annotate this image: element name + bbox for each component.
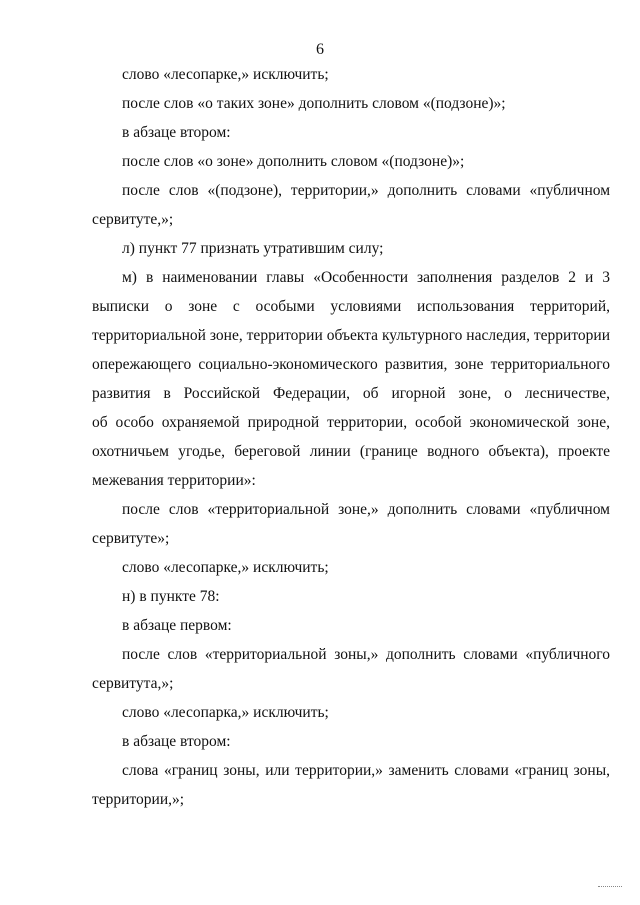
text-line: об особо охраняемой природной территории, особой экономической зоне, bbox=[92, 414, 610, 431]
text-line: после слов «(подзоне), территории,» дополнить словами «публичном bbox=[122, 182, 610, 199]
text-line: сервитуте,»; bbox=[92, 211, 174, 228]
scan-artifact bbox=[598, 884, 622, 887]
page-number: 6 bbox=[316, 41, 324, 58]
text-line: н) в пункте 78: bbox=[122, 588, 220, 605]
text-line: сервитуте»; bbox=[92, 530, 170, 547]
text-line: л) пункт 77 признать утратившим силу; bbox=[122, 240, 384, 257]
text-line: выписки о зоне с особыми условиями использования территорий, bbox=[92, 298, 610, 315]
text-line: слово «лесопарке,» исключить; bbox=[122, 66, 329, 83]
text-line: опережающего социально-экономического развития, зоне территориального bbox=[92, 356, 610, 373]
text-line: после слов «территориальной зоне,» дополнить словами «публичном bbox=[122, 501, 610, 518]
text-line: слово «лесопарка,» исключить; bbox=[122, 704, 329, 721]
text-line: слова «границ зоны, или территории,» заменить словами «границ зоны, bbox=[122, 762, 610, 779]
text-line: слово «лесопарке,» исключить; bbox=[122, 559, 329, 576]
text-line: после слов «территориальной зоны,» дополнить словами «публичного bbox=[122, 646, 610, 663]
text-line: в абзаце первом: bbox=[122, 617, 232, 634]
text-line: развития в Российской Федерации, об игорной зоне, о лесничестве, bbox=[92, 385, 610, 402]
text-line: в абзаце втором: bbox=[122, 733, 231, 750]
text-line: территориальной зоне, территории объекта культурного наследия, территории bbox=[92, 327, 610, 344]
text-line: после слов «о зоне» дополнить словом «(подзоне)»; bbox=[122, 153, 465, 170]
text-line: охотничьем угодье, береговой линии (границе водного объекта), проекте bbox=[92, 443, 610, 460]
text-line: м) в наименовании главы «Особенности заполнения разделов 2 и 3 bbox=[122, 269, 610, 286]
document-body bbox=[92, 60, 610, 814]
text-line: сервитута,»; bbox=[92, 675, 174, 692]
text-line: межевания территории»: bbox=[92, 472, 256, 489]
text-line: в абзаце втором: bbox=[122, 124, 231, 141]
text-line: после слов «о таких зоне» дополнить словом «(подзоне)»; bbox=[122, 95, 506, 112]
text-line: территории,»; bbox=[92, 791, 185, 808]
